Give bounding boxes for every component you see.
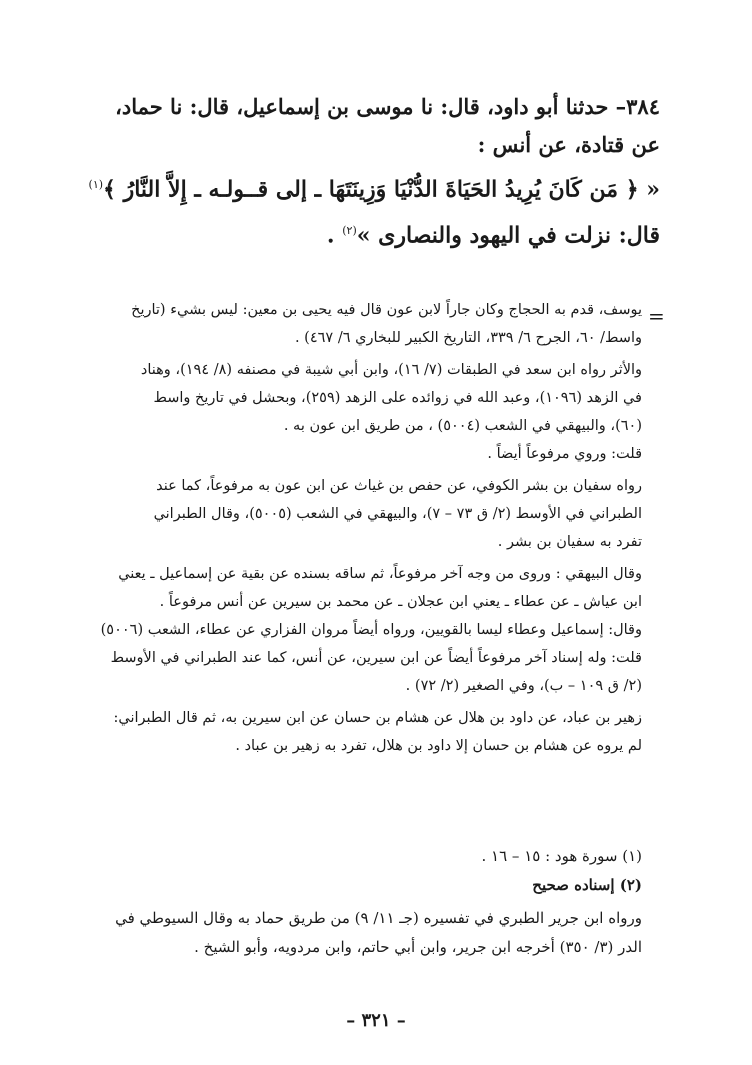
page-number: – ٣٢١ – <box>346 1010 406 1031</box>
quran-verse: « ﴿ مَن كَانَ يُرِيدُ الحَيَاةَ الدُّنْيَا وَزِينَتَهَا ـ إلى قــولـه ـ إِلاَّ النَّارُ ﴾ <box>103 176 660 203</box>
note-line: (٦٠)، والبيهقي في الشعب (٥٠٠٤) ، من طريق ابن عون به . <box>283 418 642 434</box>
commentary-notes <box>40 296 642 760</box>
footnote-2-title: (٢) إسناده صحيح <box>532 876 642 894</box>
note-line: ابن عياش ـ عن عطاء ـ يعني ابن عجلان ـ عن محمد بن سيرين عن أنس مرفوعاً . <box>159 594 642 610</box>
hadith-matn-line <box>40 210 660 256</box>
note-line: وقال البيهقي : وروى من وجه آخر مرفوعاً، ثم ساقه بسنده عن بقية عن إسماعيل ـ يعني <box>118 566 642 582</box>
note-line: يوسف، قدم به الحجاج وكان جاراً لابن عون قال فيه يحيى بن معين: ليس بشيء (تاريخ <box>131 302 642 318</box>
quran-verse-line <box>40 164 660 210</box>
note-line: قلت: وله إسناد آخر مرفوعاً أيضاً عن ابن سيرين، عن أنس، كما عند الطبراني في الأوسط <box>110 650 642 666</box>
note-line: في الزهد (١٠٩٦)، وعبد الله في زوائده على الزهد (٢٥٩)، وبحشل في تاريخ واسط <box>153 390 642 406</box>
footnote-2-line: ورواه ابن جرير الطبري في تفسيره (جـ ١١/ ٩) من طريق حماد به وقال السيوطي في <box>115 909 642 927</box>
note-line: والأثر رواه ابن سعد في الطبقات (٧/ ١٦)، وابن أبي شيبة في مصنفه (٨/ ١٩٤)، وهناد <box>140 362 642 378</box>
hadith-chain-line: ٣٨٤– حدثنا أبو داود، قال: نا موسى بن إسماعيل، قال: نا حماد، <box>115 94 660 119</box>
note-line: زهير بن عباد، عن داود بن هلال عن هشام بن حسان عن ابن سيرين به، ثم قال الطبراني: <box>113 710 642 726</box>
hadith-text <box>40 88 660 257</box>
footnote-ref-1: (١) <box>88 178 104 191</box>
footnote-1: (١) سورة هود : ١٥ – ١٦ . <box>481 847 642 865</box>
note-line: وقال: إسماعيل وعطاء ليسا بالقويين، ورواه أيضاً مروان الفزاري عن عطاء، الشعب (٥٠٠٦) <box>100 622 642 638</box>
note-line: لم يروه عن هشام بن حسان إلا داود بن هلال، تفرد به زهير بن عباد . <box>235 738 642 754</box>
note-line: (٢/ ق ١٠٩ – ب)، وفي الصغير (٢/ ٧٢) . <box>405 678 642 694</box>
note-line: الطبراني في الأوسط (٢/ ق ٧٣ – ٧)، والبيهقي في الشعب (٥٠٠٥)، وقال الطبراني <box>153 506 642 522</box>
note-line: رواه سفيان بن بشر الكوفي، عن حفص بن غياث عن ابن عون به مرفوعاً، كما عند <box>156 478 642 494</box>
note-line: قلت: وروي مرفوعاً أيضاً . <box>487 446 642 462</box>
hadith-chain-line-2: عن قتادة، عن أنس : <box>477 132 660 157</box>
hadith-matn: قال: نزلت في اليهود والنصارى » <box>356 222 660 249</box>
footnotes <box>40 842 642 962</box>
continuation-mark: = <box>648 304 665 328</box>
note-line: واسط/ ٦٠، الجرح ٦/ ٣٣٩، التاريخ الكبير للبخاري ٦/ ٤٦٧) . <box>294 330 642 346</box>
footnote-ref-2: (٢) <box>342 224 357 238</box>
note-line: تفرد به سفيان بن بشر . <box>497 534 642 550</box>
footnote-2-line: الدر (٣/ ٣٥٠) أخرجه ابن جرير، وابن أبي حاتم، وابن مردويه، وأبو الشيخ . <box>194 938 642 956</box>
hadith-matn-end: . <box>326 222 343 249</box>
